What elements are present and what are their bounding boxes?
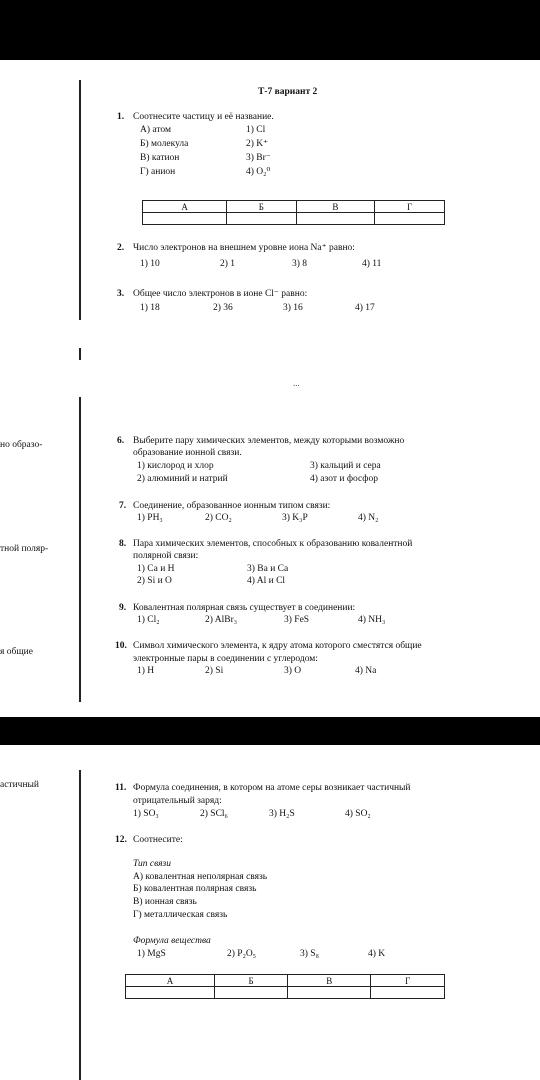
q6-option-1: 1) кислород и хлор bbox=[137, 461, 214, 471]
page-title: Т-7 вариант 2 bbox=[258, 87, 318, 97]
q7-option-1: 1) PH₃ bbox=[137, 513, 163, 523]
q10-option-4: 4) Na bbox=[355, 666, 377, 676]
q8-line-2: полярной связи: bbox=[133, 551, 199, 561]
q11-option-2: 2) SCl₆ bbox=[200, 809, 228, 819]
q3-number: 3. bbox=[117, 289, 125, 299]
q6-line-1: Выберите пару химических элементов, между которыми возможно bbox=[133, 436, 405, 446]
q10-line-2: электронные пары в соединении с углеродом: bbox=[133, 654, 318, 664]
q7-option-2: 2) CO₂ bbox=[205, 513, 232, 523]
q12-formula-1: 1) MgS bbox=[137, 949, 166, 959]
q1-left-b: Б) молекула bbox=[140, 139, 189, 149]
q1-answer-table bbox=[142, 200, 445, 225]
table-header: Б bbox=[214, 975, 287, 987]
answer-cell[interactable] bbox=[288, 987, 371, 999]
q7-option-4: 4) N₂ bbox=[358, 513, 379, 523]
answer-cell[interactable] bbox=[143, 213, 227, 225]
dots-mark: ... bbox=[293, 378, 300, 388]
q1-left-a: А) атом bbox=[140, 125, 171, 135]
q7-number: 7. bbox=[119, 501, 127, 511]
q8-line-1: Пара химических элементов, способных к образованию ковалентной bbox=[133, 539, 413, 549]
table-header: А bbox=[126, 975, 215, 987]
q11-option-4: 4) SO₂ bbox=[345, 809, 371, 819]
table-header: Г bbox=[375, 201, 445, 213]
q12-number: 12. bbox=[115, 835, 127, 845]
margin-line bbox=[79, 397, 81, 702]
q1-right-4: 4) O₂⁰ bbox=[246, 167, 271, 177]
q1-right-1: 1) Cl bbox=[246, 125, 266, 135]
q2-option-3: 3) 8 bbox=[292, 259, 308, 269]
q9-option-4: 4) NH₃ bbox=[358, 615, 386, 625]
q11-line-2: отрицательный заряд: bbox=[133, 796, 222, 806]
q11-option-1: 1) SO₃ bbox=[133, 809, 159, 819]
q12-type-c: В) ионная связь bbox=[133, 897, 197, 907]
answer-cell[interactable] bbox=[296, 213, 375, 225]
q8-option-3: 3) Ba и Ca bbox=[247, 564, 289, 574]
q6-option-3: 3) кальций и сера bbox=[310, 461, 381, 471]
q9-option-2: 2) AlBr₃ bbox=[205, 615, 238, 625]
q2-option-1: 1) 10 bbox=[140, 259, 160, 269]
q6-line-2: образование ионной связи. bbox=[133, 448, 242, 458]
q11-line-1: Формула соединения, в котором на атоме серы возникает частичный bbox=[133, 783, 411, 793]
margin-line bbox=[79, 770, 81, 1080]
q3-option-4: 4) 17 bbox=[355, 303, 375, 313]
q1-left-d: Г) анион bbox=[140, 167, 176, 177]
margin-fragment: тной поляр- bbox=[0, 544, 49, 554]
q3-option-2: 2) 36 bbox=[213, 303, 233, 313]
margin-fragment: я общие bbox=[0, 647, 33, 657]
page-1 bbox=[0, 60, 540, 397]
q8-number: 8. bbox=[119, 539, 127, 549]
margin-mark bbox=[79, 348, 81, 360]
q7-option-3: 3) K₃P bbox=[282, 513, 308, 523]
q12-answer-table bbox=[125, 974, 445, 999]
q12-formula-3: 3) S₈ bbox=[300, 949, 319, 959]
answer-cell[interactable] bbox=[214, 987, 287, 999]
q12-text: Соотнесите: bbox=[133, 835, 183, 845]
answer-cell[interactable] bbox=[227, 213, 296, 225]
q12-formula-heading: Формула вещества bbox=[133, 936, 211, 946]
q9-option-1: 1) Cl₂ bbox=[137, 615, 160, 625]
q3-text: Общее число электронов в ионе Cl⁻ равно: bbox=[133, 289, 308, 299]
q10-line-1: Символ химического элемента, к ядру атома которого сместятся общие bbox=[133, 641, 422, 651]
q8-option-2: 2) Si и O bbox=[137, 576, 172, 586]
answer-cell[interactable] bbox=[371, 987, 445, 999]
q2-text: Число электронов на внешнем уровне иона Na⁺ равно: bbox=[133, 243, 355, 253]
table-header: А bbox=[143, 201, 227, 213]
q3-option-1: 1) 18 bbox=[140, 303, 160, 313]
table-header: В bbox=[288, 975, 371, 987]
q9-option-3: 3) FeS bbox=[284, 615, 310, 625]
q11-number: 11. bbox=[115, 783, 127, 793]
q10-option-3: 3) O bbox=[284, 666, 302, 676]
q12-type-d: Г) металлическая связь bbox=[133, 910, 228, 920]
q8-option-4: 4) Al и Cl bbox=[247, 576, 286, 586]
answer-cell[interactable] bbox=[126, 987, 215, 999]
q1-right-3: 3) Br⁻ bbox=[246, 153, 271, 163]
q3-option-3: 3) 16 bbox=[283, 303, 303, 313]
q8-option-1: 1) Ca и H bbox=[137, 564, 175, 574]
q2-option-2: 2) 1 bbox=[220, 259, 236, 269]
q11-option-3: 3) H₂S bbox=[269, 809, 295, 819]
table-header: Б bbox=[227, 201, 296, 213]
q1-left-c: В) катион bbox=[140, 153, 180, 163]
q7-text: Соединение, образованное ионным типом связи: bbox=[133, 501, 331, 511]
q10-number: 10. bbox=[115, 641, 127, 651]
q10-option-2: 2) Si bbox=[205, 666, 224, 676]
answer-cell[interactable] bbox=[375, 213, 445, 225]
margin-line bbox=[79, 80, 81, 320]
table-header: В bbox=[296, 201, 375, 213]
q9-text: Ковалентная полярная связь существует в соединении: bbox=[133, 603, 356, 613]
q12-type-heading: Тип связи bbox=[133, 859, 172, 869]
q12-type-a: А) ковалентная неполярная связь bbox=[133, 872, 268, 882]
q6-option-2: 2) алюминий и натрий bbox=[137, 474, 228, 484]
page-2 bbox=[0, 397, 540, 717]
margin-fragment: но образо- bbox=[0, 440, 43, 450]
q1-number: 1. bbox=[117, 112, 125, 122]
q2-option-4: 4) 11 bbox=[362, 259, 382, 269]
q1-right-2: 2) K⁺ bbox=[246, 139, 269, 149]
page-3 bbox=[0, 745, 540, 1080]
q2-number: 2. bbox=[117, 243, 125, 253]
q9-number: 9. bbox=[119, 603, 127, 613]
q10-option-1: 1) H bbox=[137, 666, 155, 676]
q6-option-4: 4) азот и фосфор bbox=[310, 474, 378, 484]
q12-formula-2: 2) P₂O₅ bbox=[227, 949, 257, 959]
table-header: Г bbox=[371, 975, 445, 987]
q12-type-b: Б) ковалентная полярная связь bbox=[133, 884, 257, 894]
q6-number: 6. bbox=[117, 436, 125, 446]
q1-text: Соотнесите частицу и её название. bbox=[133, 112, 274, 122]
q12-formula-4: 4) K bbox=[368, 949, 386, 959]
margin-fragment: астичный bbox=[0, 780, 39, 790]
